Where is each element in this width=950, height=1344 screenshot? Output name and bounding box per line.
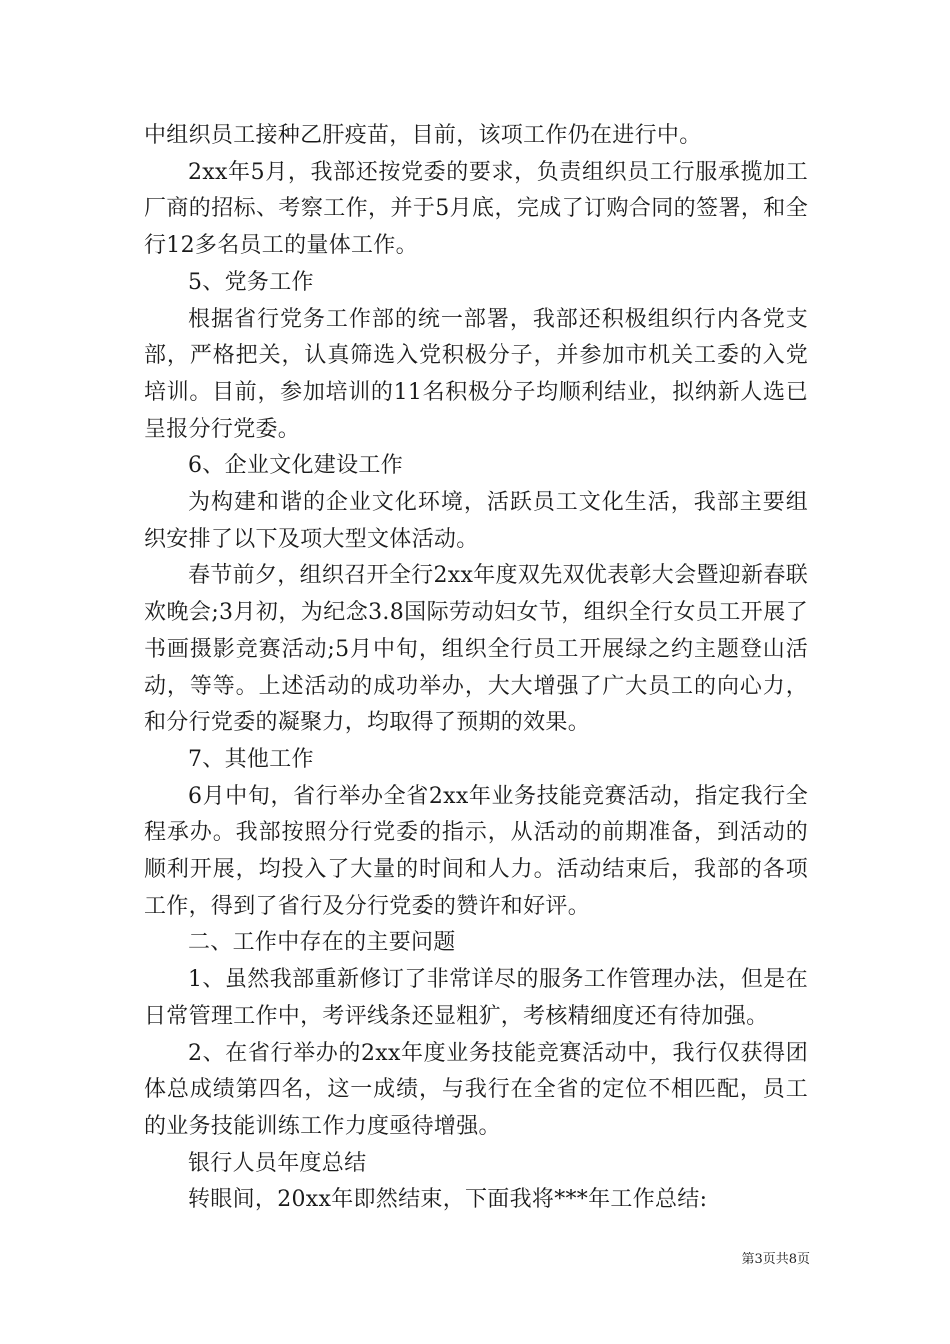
paragraph-9: 6月中旬，省行举办全省2xx年业务技能竞赛活动，指定我行全程承办。我部按照分行党委的指示，从活动的前期准备，到活动的顺利开展，均投入了大量的时间和人力。活动结束后，我部的各项工作，得到了省行及分行党委的赞许和好评。 xyxy=(144,783,808,919)
section-heading-annual-summary: 银行人员年度总结 xyxy=(188,1150,367,1176)
paragraph-14: 转眼间，20xx年即然结束，下面我将***年工作总结: xyxy=(188,1187,708,1213)
section-heading-corporate-culture: 6、企业文化建设工作 xyxy=(188,453,403,479)
paragraph-2: 2xx年5月，我部还按党委的要求，负责组织员工行服承揽加工厂商的招标、考察工作，并于5月底，完成了订购合同的签署，和全行12多名员工的量体工作。 xyxy=(144,159,808,259)
document-body xyxy=(144,118,808,1219)
section-heading-other-work: 7、其他工作 xyxy=(188,746,314,772)
paragraph-6: 为构建和谐的企业文化环境，活跃员工文化生活，我部主要组织安排了以下及项大型文体活动。 xyxy=(144,490,808,552)
paragraph-4: 根据省行党务工作部的统一部署，我部还积极组织行内各党支部，严格把关，认真筛选入党积极分子，并参加市机关工委的入党培训。目前，参加培训的11名积极分子均顺利结业，拟纳新人选已呈报分行党委。 xyxy=(144,306,808,442)
section-heading-party-affairs: 5、党务工作 xyxy=(188,269,314,295)
paragraph-1: 中组织员工接种乙肝疫苗，目前，该项工作仍在进行中。 xyxy=(144,123,702,148)
paragraph-11: 1、虽然我部重新修订了非常详尽的服务工作管理办法，但是在日常管理工作中，考评线条还显粗犷，考核精细度还有待加强。 xyxy=(144,967,808,1029)
section-heading-main-problems: 二、工作中存在的主要问题 xyxy=(188,930,456,956)
page-number: 第3页共8页 xyxy=(741,1252,810,1267)
paragraph-7: 春节前夕，组织召开全行2xx年度双先双优表彰大会暨迎新春联欢晚会;3月初，为纪念3.8国际劳动妇女节，组织全行女员工开展了书画摄影竞赛活动;5月中旬，组织全行员工开展绿之约主题登山活动，等等。上述活动的成功举办，大大增强了广大员工的向心力，和分行党委的凝聚力，均取得了预期的效果。 xyxy=(144,563,808,736)
paragraph-12: 2、在省行举办的2xx年度业务技能竞赛活动中，我行仅获得团体总成绩第四名，这一成绩，与我行在全省的定位不相匹配，员工的业务技能训练工作力度亟待增强。 xyxy=(144,1040,808,1139)
